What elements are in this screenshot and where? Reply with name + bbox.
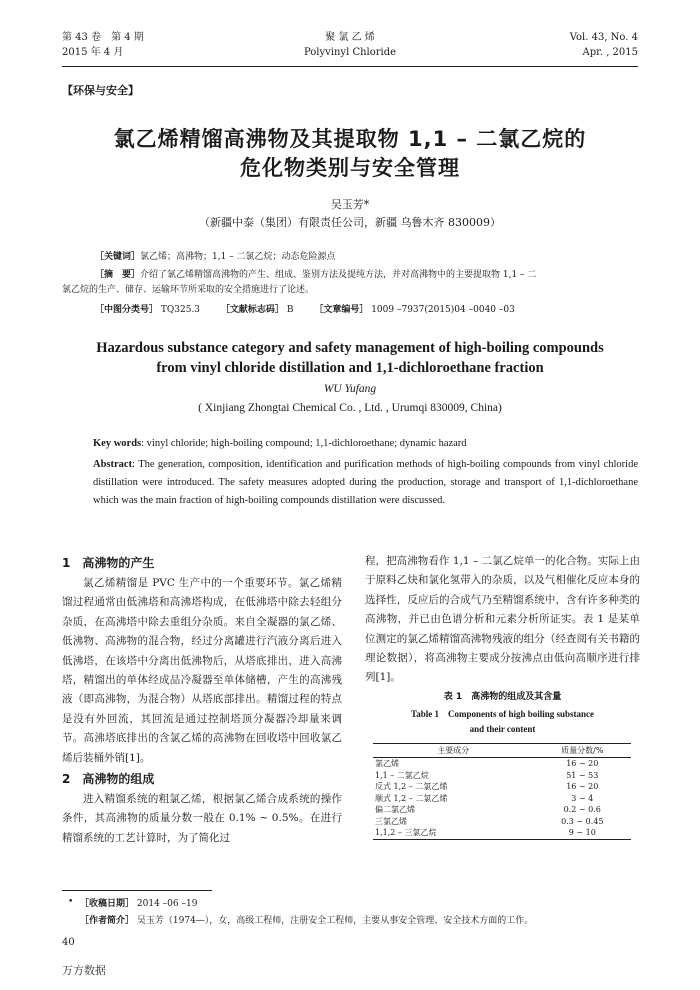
header-vol-date: Vol. 43, No. 4 Apr. , 2015: [569, 32, 638, 58]
running-header: [62, 30, 638, 64]
component-name: 三氯乙烯: [375, 816, 407, 826]
table-row: [373, 816, 631, 828]
table1-caption-cn: 表 1 高沸物的组成及其含量: [443, 691, 562, 702]
table1-col2-header: 质量分数/%: [534, 743, 631, 758]
received-date-value: 2014 –06 –19: [136, 899, 198, 909]
body-column-left: [62, 552, 342, 848]
table-row: [373, 804, 631, 816]
article-number-label: ［文章编号］: [314, 305, 369, 315]
author-cn: 吴玉芳*: [330, 198, 370, 211]
table1-header-row: [373, 743, 631, 758]
component-name: 顺式 1,2 – 二氯乙烯: [375, 793, 448, 803]
component-value: 0.2 ~ 0.6: [563, 805, 601, 815]
affiliation-en: ( Xinjiang Zhongtai Chemical Co. , Ltd. , Urumqi 830009, China): [198, 402, 502, 414]
abstract-en-label: Abstract: [93, 459, 133, 470]
section1-heading: 1 高沸物的产生: [62, 556, 155, 570]
section1-paragraph: 氯乙烯精馏是 PVC 生产中的一个重要环节。氯乙烯精馏过程通常由低沸塔和高沸塔构成，在低沸塔中除去轻组分杂质，在高沸塔中除去重组分杂质。来自全凝器的氯乙烯、低沸物、高沸物的混合物，经过分离罐进行汽液分离后进入低沸塔，在该塔中分离出低沸物后，从塔底排出，进入高沸塔，精馏出的单体经成品冷凝器至单体储槽，产生的高沸残液（即高沸物，为混合物）从塔底部排出。精馏过程的特点是没有外回流，其回流是通过控制塔顶分凝器冷却量来调节。高沸塔底排出的含氯乙烯的高沸物在回收塔中回收氯乙烯后装桶外销[1]。: [62, 577, 342, 764]
keywords-cn: [95, 250, 641, 265]
table1-caption-en-line1: Table 1 Components of high boiling substance: [411, 708, 594, 719]
body-column-right: [365, 552, 640, 840]
keywords-en-label: Key words: [93, 438, 142, 449]
title-cn-line2: 危化物类别与安全管理: [240, 156, 460, 180]
footnote-bullet-icon: •: [68, 897, 74, 907]
abstract-cn-line1: 介绍了氯乙烯精馏高沸物的产生、组成、鉴别方法及提纯方法，并对高沸物中的主要提取物 1,1 – 二: [140, 270, 537, 280]
table1: [373, 743, 631, 840]
component-value: 51 ~ 53: [566, 770, 599, 780]
right-paragraph: 程，把高沸物看作 1,1 – 二氯乙烷单一的化合物。实际上由于原料乙炔和氯化氢带入的杂质，以及气相催化反应本身的选择性，反应后的合成气乃至精馏系统中，含有许多种类的高沸物，并已由色谱分析和元素分析所证实。表 1 是某单位测定的氯乙烯精馏高沸物残液的组分（经查阅有关书籍的理论数据），将高沸物主要成分按沸点由低向高顺序进行排列[1]。: [365, 555, 640, 684]
abstract-en-text: : The generation, composition, identification and purification methods of high-boiling compounds from vinyl chloride distillation were introduced. The safety measures adopted during the production, storage and transport of 1,1-dichloroethane which was the main fraction of high-boiling compounds distillation were discussed.: [93, 459, 638, 506]
keywords-cn-label: ［关键词］: [95, 252, 141, 262]
component-value: 0.3 ~ 0.45: [561, 816, 604, 826]
component-name: 1,1 – 二氯乙烷: [375, 770, 429, 780]
doc-code-label: ［文献标志码］: [220, 305, 284, 315]
title-en-line1: Hazardous substance category and safety management of high-boiling compounds: [96, 340, 604, 356]
keywords-en: [93, 435, 638, 453]
watermark: 万方数据: [62, 964, 106, 977]
header-volume-issue: 第 43 卷 第 4 期 2015 年 4 月: [62, 32, 144, 58]
table-row: [373, 770, 631, 782]
classification-cn: [95, 303, 641, 318]
header-divider: [62, 66, 638, 67]
footnote-divider: [62, 890, 212, 891]
table1-caption-en-line2: and their content: [469, 723, 536, 734]
page-number: 40: [62, 937, 75, 948]
received-date-label: ［收稿日期］: [80, 899, 135, 909]
title-en-line2: from vinyl chloride distillation and 1,1-dichloroethane fraction: [156, 360, 544, 376]
component-name: 偏二氯乙烯: [375, 805, 415, 815]
component-name: 氯乙烯: [375, 759, 399, 769]
abstract-cn: [62, 268, 641, 298]
abstract-cn-label: ［摘 要］: [95, 270, 141, 280]
affiliation-cn: （新疆中泰（集团）有限责任公司，新疆 乌鲁木齐 830009）: [199, 216, 501, 229]
author-en: WU Yufang: [323, 383, 377, 395]
table-row: [373, 758, 631, 770]
component-name: 1,1,2 – 三氯乙烷: [373, 827, 534, 839]
author-bio: [80, 914, 533, 928]
component-name: 反式 1,2 – 二氯乙烯: [375, 782, 448, 792]
table-row: [373, 827, 631, 839]
column-tag: 【环保与安全】: [62, 84, 139, 97]
abstract-cn-line2: 氯乙烷的生产、储存、运输环节所采取的安全措施进行了论述。: [62, 285, 315, 295]
component-value: 9 ~ 10: [534, 827, 631, 839]
header-journal-name: 聚 氯 乙 烯 Polyvinyl Chloride: [303, 32, 397, 58]
table-row: [373, 793, 631, 805]
keywords-en-text: : vinyl chloride; high-boiling compound; 1,1-dichloroethane; dynamic hazard: [141, 438, 467, 449]
keywords-cn-text: 氯乙烯；高沸物；1,1 – 二氯乙烷；动态危险源点: [140, 252, 336, 262]
component-value: 16 ~ 20: [566, 782, 599, 792]
article-number-value: 1009 –7937(2015)04 –0040 –03: [371, 305, 515, 315]
author-bio-value: 吴玉芳（1974—），女，高级工程师，注册安全工程师，主要从事安全管理、安全技术方面的工作。: [136, 916, 534, 926]
received-date: [80, 897, 197, 911]
title-cn-line1: 氯乙烯精馏高沸物及其提取物 1,1 – 二氯乙烷的: [113, 127, 587, 151]
doc-code-value: B: [286, 305, 294, 315]
clc-value: TQ325.3: [160, 305, 201, 315]
clc-label: ［中图分类号］: [95, 305, 159, 315]
abstract-en: [93, 456, 638, 510]
component-value: 16 ~ 20: [566, 759, 599, 769]
table1-col1-header: 主要成分: [373, 743, 534, 758]
table-row: [373, 781, 631, 793]
section2-heading: 2 高沸物的组成: [62, 772, 155, 787]
section2-paragraph: 进入精馏系统的粗氯乙烯，根据氯乙烯合成系统的操作条件，其高沸物的质量分数一般在 0.1% ~ 0.5%。在进行精馏系统的工艺计算时，为了简化过: [62, 793, 342, 844]
author-bio-label: ［作者简介］: [80, 916, 135, 926]
component-value: 3 ~ 4: [571, 793, 594, 803]
